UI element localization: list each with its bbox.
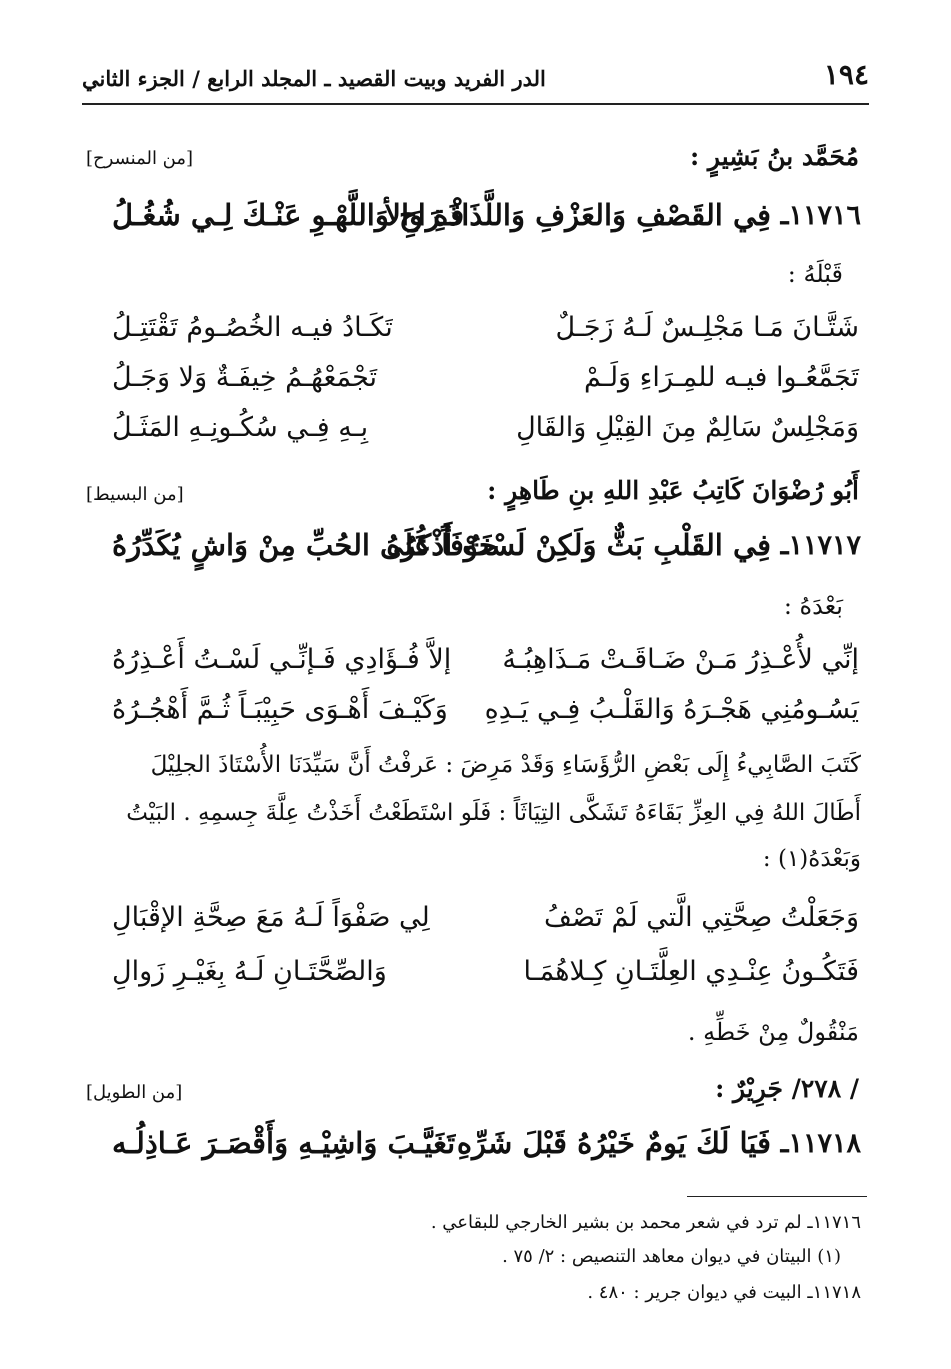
context-first-hemistich: إنِّي لأُعْـذِرُ مَـنْ ضَـاقَـتْ مَـذَاهِبُـهُ xyxy=(502,644,859,675)
first-hemistich: فِي القَلْبِ بَثٌّ وَلَكِنْ لَسْتُ أَذْكُرُهُ xyxy=(386,528,771,562)
footnote-divider xyxy=(687,1196,867,1197)
header-divider xyxy=(82,103,869,105)
meter-label: [من المنسرح] xyxy=(86,148,194,169)
first-hemistich: فِي القَصْفِ وَالعَزْفِ وَاللَّذَاذَةِ وَالأ xyxy=(384,198,771,232)
footnote: (١) البيتان في ديوان معاهد التنصيص : ٢/ ٧٥ . xyxy=(502,1246,841,1267)
poet-name: أَبُو رُضْوَانَ كَاتِبُ عَبْدِ اللهِ بنِ طَاهِرٍ : xyxy=(487,476,859,505)
closing-note: مَنْقُولٌ مِنْ خَطِّهِ . xyxy=(687,1018,859,1046)
context-second-hemistich: تَكَـادُ فيـه الخُصُـومُ تَقْتَتِـلُ xyxy=(112,312,393,343)
context-second-hemistich: إلاَّ فُـؤَادِي فَـإنِّـي لَسْـتُ أَعْـذِرُهُ xyxy=(112,644,452,675)
poet-name: / ٢٧٨/ جَرِيْرٌ : xyxy=(715,1074,859,1103)
context-second-hemistich: لِي صَفْوَاً لَـهُ مَعَ صِحَّةِ الإقْبَالِ xyxy=(112,902,430,933)
prose-line: أَطَالَ اللهُ فِي العِزِّ بَقَاءَهُ تَشَكَّى التِيَاثَاً : فَلَو اسْتَطَعْتُ أَخَذْتُ عِلَّةَ جِسمِهِ . البَيْتُ xyxy=(126,800,861,826)
verse-number: ١١٧١٧ـ xyxy=(780,530,861,561)
prose-line: كَتَبَ الصَّابِيءُ إِلَى بَعْضِ الرُّؤَسَاءِ وَقَدْ مَرِضَ : عَرفْتُ أَنَّ سَيِّدَنَا الأُسْتَاذَ الجلِيْلَ xyxy=(150,752,861,778)
first-hemistich: فَيَا لَكَ يَومٌ خَيْرُهُ قَبْلَ شَرِّهِ xyxy=(456,1126,771,1160)
second-hemistich: تَغَيَّـبَ وَاشِيْـهِ وَأَقْصَـرَ عَـاذِلُـه xyxy=(112,1126,456,1160)
running-title: الدر الفريد وبيت القصيد ـ المجلد الرابع / الجزء الثاني xyxy=(82,66,546,91)
poet-name: مُحَمَّد بنُ بَشِيرٍ : xyxy=(689,142,859,171)
meter-label: [من البسيط] xyxy=(86,484,184,505)
context-second-hemistich: بِـهِ فِـي سُكُـونِـهِ المَثَـلُ xyxy=(112,412,369,443)
verse-number: ١١٧١٦ـ xyxy=(780,200,861,231)
context-first-hemistich: يَسُـومُنِي هَجْـرَهُ وَالقَلْـبُ فِـي يَـدِهِ xyxy=(484,694,859,725)
page-header xyxy=(82,58,869,102)
context-first-hemistich: فَتَكُـونُ عِنْـدِي العِلَّتَـانِ كِـلاهُمَـا xyxy=(523,956,859,987)
prose-line: وَبَعْدَهُ(١) : xyxy=(762,846,861,872)
verse-number: ١١٧١٨ـ xyxy=(780,1128,861,1159)
context-label: بَعْدَهُ : xyxy=(783,592,843,620)
second-hemistich: فْـرَاحِ وَاللَّهْـوِ عَنْـكَ لِـي شُغُـلُ xyxy=(112,198,465,232)
context-second-hemistich: وَالصِّحَّتَـانِ لَـهُ بِغَيْـرِ زَوالِ xyxy=(112,956,387,987)
meter-label: [من الطويل] xyxy=(86,1082,183,1103)
context-first-hemistich: وَجَعَلْتُ صِحَّتِي الَّتي لَمْ تَصْفُ xyxy=(544,902,859,933)
context-first-hemistich: شَتَّـانَ مَـا مَجْلِـسٌ لَـهُ زَجَـلٌ xyxy=(555,312,859,343)
context-second-hemistich: تَجْمَعْهُـمُ خِيفَـةٌ وَلا وَجَـلُ xyxy=(112,362,378,393)
second-hemistich: خَوْفَاً عَلَى الحُبِّ مِنْ وَاشٍ يُكَدِّرُهُ xyxy=(112,528,497,562)
context-label: قَبْلَهُ : xyxy=(787,260,843,288)
context-first-hemistich: وَمَجْلِسٌ سَالِمٌ مِنَ القِيْلِ وَالقَالِ xyxy=(516,412,859,443)
footnote: ١١٧١٨ـ البيت في ديوان جرير : ٤٨٠ . xyxy=(587,1282,861,1303)
context-first-hemistich: تَجَمَّعُـوا فيـه للمِـرَاءِ وَلَـمْ xyxy=(583,362,859,393)
footnote: ١١٧١٦ـ لم ترد في شعر محمد بن بشير الخارجي للبقاعي . xyxy=(430,1212,861,1233)
page-number: ١٩٤ xyxy=(823,58,869,91)
context-second-hemistich: وَكَيْـفَ أَهْـوَى حَبِيْبَـاً ثُـمَّ أَهْجُـرُهُ xyxy=(112,694,448,725)
